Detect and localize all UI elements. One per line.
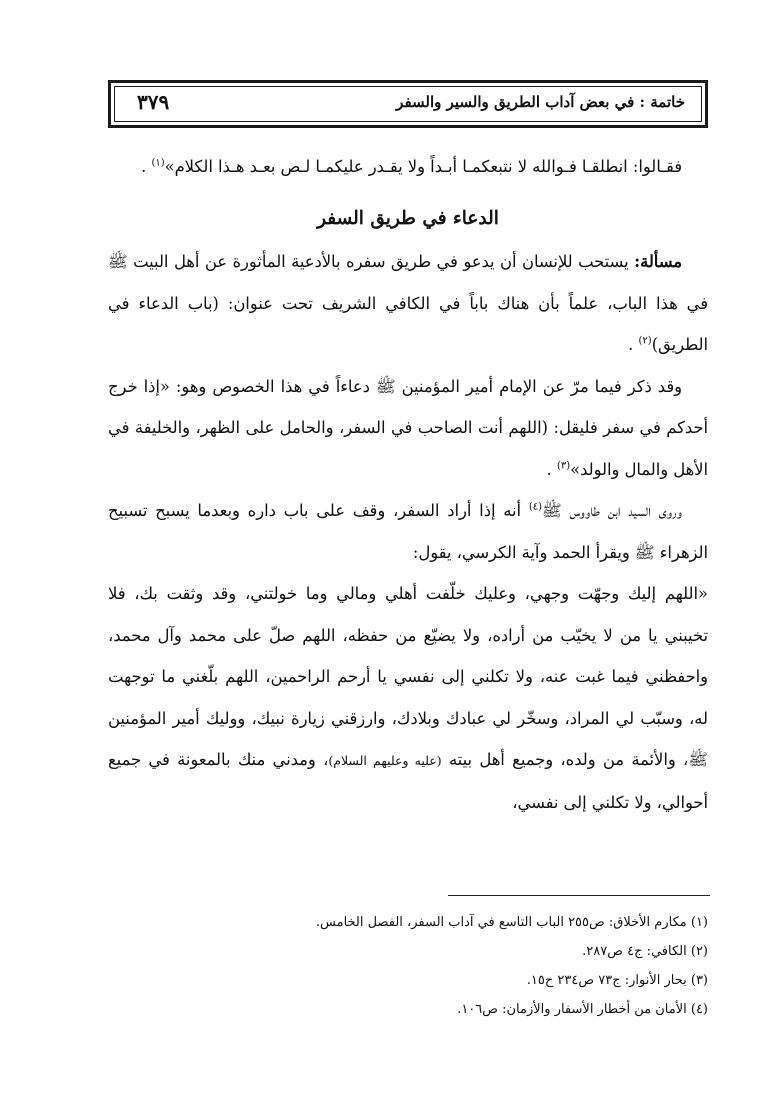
- main-text: [108, 146, 708, 823]
- running-header-title: خاتمة : في بعض آداب الطريق والسير والسفر: [396, 93, 685, 111]
- paragraph-text: وروى السيد ابن طاووس ﷺ: [542, 501, 682, 520]
- footnotes: [108, 908, 708, 1024]
- paragraph-text: «اللهم إليك وجهّت وجهي، وعليك خلّفت أهلي ومالي وما خولتني، وقد وثقت بك، فلا تخيبني يا من لا يخيّب من أراده، ولا يضيّع من حفظه، اللهم صلّ على محمد وآل محمد، واحفظني فيما غبت عنه، ولا تكلني إلى نفسي يا أرحم الراحمين، اللهم بلّغني ما توجهت له، وسبّب لي المراد، وسخّر لي عبادك وبلادك، وارزقني زيارة نبيك، ووليك أمير المؤمنين ﷺ، والأئمة من ولده، وجميع أهل بيته: [108, 584, 708, 769]
- footnote-3: (٣) بحار الأنوار: ج٧٣ ص٢٣٤ ح١٥.: [526, 973, 708, 988]
- footnote-divider: [448, 895, 710, 896]
- footnote-ref-4: (٤): [528, 501, 543, 513]
- paragraph-text: وقد ذكر فيما مرّ عن الإمام أمير المؤمنين ﷺ دعاءاً في هذا الخصوص وهو: «إذا خرج أحدكم في سفر فليقل: (اللهم أنت الصاحب في السفر، والحامل على الظهر، والخليفة في الأهل والمال والولد»: [108, 376, 708, 479]
- footnote-1: (١) مكارم الأخلاق: ص٢٥٥ الباب التاسع في آداب السفر، الفصل الخامس.: [315, 915, 708, 930]
- section-heading: الدعاء في طريق السفر: [317, 207, 499, 229]
- footnote-2: (٢) الكافي: ج٤ ص٢٨٧.: [582, 944, 708, 959]
- paragraph-text: يستحب للإنسان أن يدعو في طريق سفره بالأدعية المأثورة عن أهل البيت ﷺ في هذا الباب، علماً بأن هناك باباً في الكافي الشريف تحت عنوان: (باب الدعاء في الطريق): [108, 252, 708, 354]
- running-header: [108, 80, 708, 128]
- paragraph-dua-text: [108, 573, 708, 823]
- page-number: ٣٧٩: [137, 90, 170, 114]
- paragraph-text: فقـالوا: انطلقـا فـوالله لا نتبعكمـا أبـداً ولا يقـدر عليكمـا لـص بعـد هـذا الكلام»: [164, 157, 682, 176]
- footnote-ref-2: (٢): [638, 335, 652, 347]
- footnote-4: (٤) الأمان من أخطار الأسفار والأزمان: ص١٠٦.: [457, 1002, 708, 1017]
- footnote-ref-3: (٣): [556, 460, 571, 472]
- paragraph-text: أنه إذا أراد السفر، وقف على باب داره وبعدما يسبح تسبيح الزهراء ﷺ ويقرأ الحمد وآية الكرسي، يقول:: [108, 501, 708, 562]
- masala-label: مسألة:: [634, 252, 682, 271]
- footnote-ref-1: (١): [151, 157, 165, 169]
- paragraph-text: ، ومدني منك بالمعونة في جميع أحوالي، ولا تكلني إلى نفسي،: [108, 750, 708, 812]
- paragraph-masala: مسألة: يستحب للإنسان أن يدعو في طريق سفره بالأدعية المأثورة عن أهل البيت ﷺ في هذا الباب، علماً بأن هناك باباً في الكافي الشريف تحت عنوان: (باب الدعاء في الطريق)$^{(٢)}$ .: [108, 252, 708, 354]
- paragraph-ibn-tawus: [108, 490, 708, 573]
- salutation-small: (عليه وعليهم السلام): [328, 753, 442, 768]
- paragraph-amir-dua: وقد ذكر فيما مرّ عن الإمام أمير المؤمنين ﷺ دعاءاً في هذا الخصوص وهو: «إذا خرج أحدكم في سفر فليقل: (اللهم أنت الصاحب في السفر، والحامل على الظهر، والخليفة في الأهل والمال والولد»$^{(٣)}$ .: [108, 376, 708, 479]
- paragraph-quote-end: فقـالوا: انطلقـا فـوالله لا نتبعكمـا أبـداً ولا يقـدر عليكمـا لـص بعـد هـذا الكلام»$^{(١)}$ .: [141, 157, 682, 176]
